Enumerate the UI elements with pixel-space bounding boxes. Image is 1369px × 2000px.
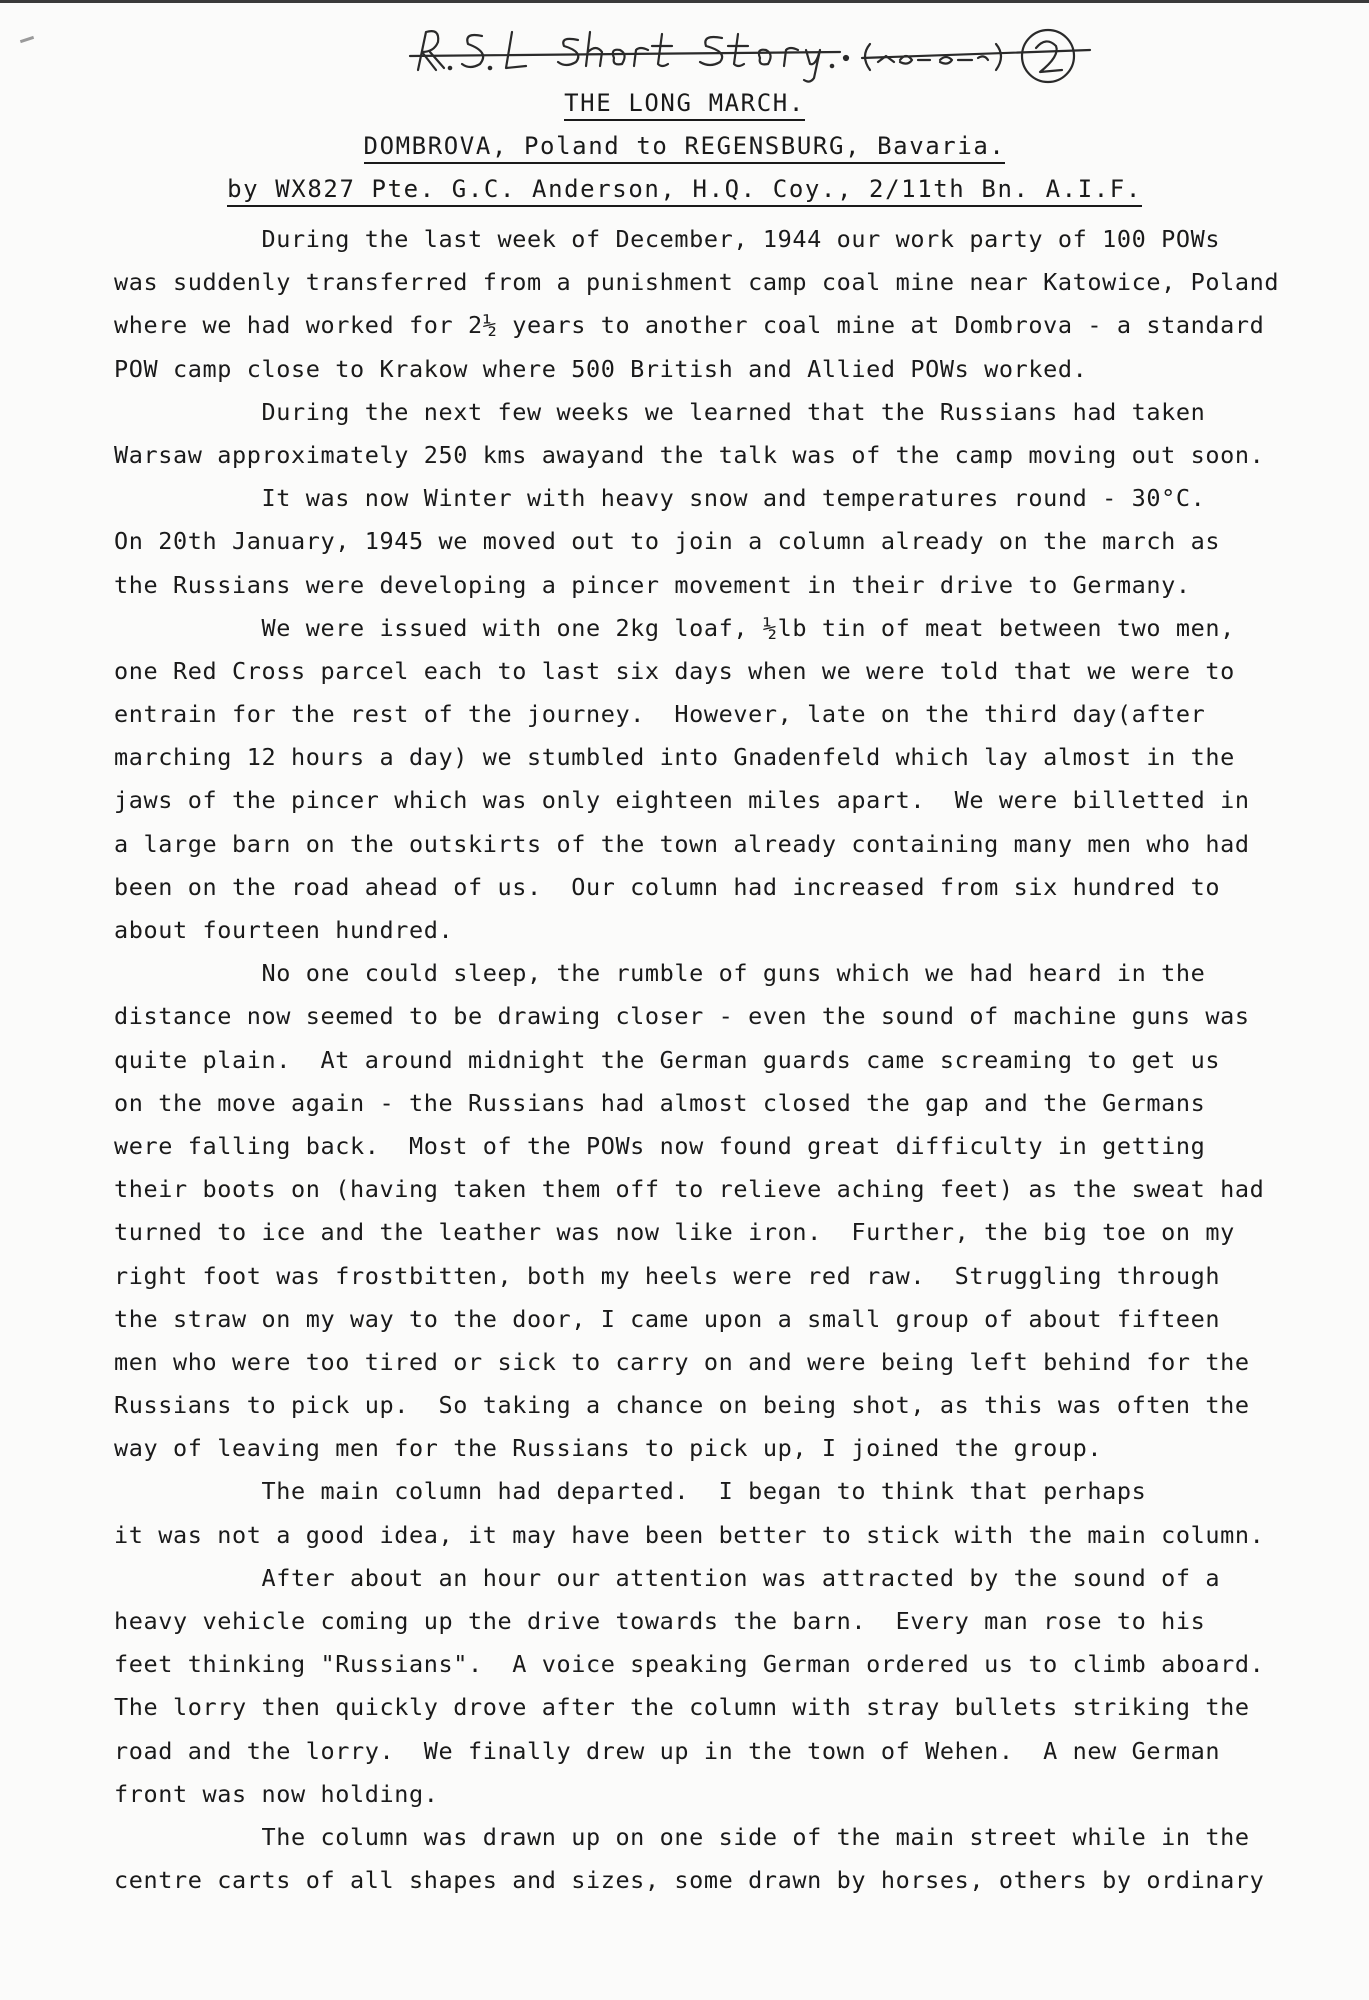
- author-byline: [0, 174, 1369, 207]
- text-line: POW camp close to Krakow where 500 British and Allied POWs worked.: [114, 354, 1088, 383]
- text-line: quite plain. At around midnight the German guards came screaming to get us: [114, 1045, 1221, 1074]
- text-line: way of leaving men for the Russians to pick up, I joined the group.: [114, 1434, 1103, 1463]
- text-line: After about an hour our attention was attracted by the sound of a: [114, 1563, 1221, 1592]
- text-line: road and the lorry. We finally drew up in the town of Wehen. A new German: [114, 1736, 1221, 1765]
- text-line: the straw on my way to the door, I came upon a small group of about fifteen: [114, 1304, 1221, 1333]
- text-line: front was now holding.: [114, 1779, 439, 1808]
- text-line: was suddenly transferred from a punishment camp coal mine near Katowice, Poland: [114, 268, 1280, 297]
- text-line: No one could sleep, the rumble of guns which we had heard in the: [114, 959, 1206, 988]
- handwritten-annotation: [400, 12, 1120, 97]
- text-line: men who were too tired or sick to carry on and were being left behind for the: [114, 1347, 1250, 1376]
- story-body: [114, 218, 1280, 1902]
- text-line: one Red Cross parcel each to last six days when we were told that we were to: [114, 656, 1235, 685]
- text-line: The lorry then quickly drove after the column with stray bullets striking the: [114, 1693, 1250, 1722]
- text-line: heavy vehicle coming up the drive towards the barn. Every man rose to his: [114, 1607, 1206, 1635]
- route-subtitle: [0, 131, 1369, 164]
- annotation-text: R.S.L. Short Story. (2): [400, 12, 414, 13]
- text-line: distance now seemed to be drawing closer - even the sound of machine guns was: [114, 1002, 1250, 1031]
- text-line: It was now Winter with heavy snow and temperatures round - 30°C.: [114, 484, 1206, 513]
- text-line: on the move again - the Russians had almost closed the gap and the Germans: [114, 1088, 1206, 1117]
- text-line: were falling back. Most of the POWs now found great difficulty in getting: [114, 1131, 1206, 1160]
- text-line: it was not a good idea, it may have been better to stick with the main column.: [114, 1520, 1265, 1549]
- text-line: marching 12 hours a day) we stumbled into Gnadenfeld which lay almost in the: [114, 743, 1235, 772]
- text-line: The main column had departed. I began to think that perhaps: [114, 1477, 1147, 1506]
- text-line: jaws of the pincer which was only eighteen miles apart. We were billetted in: [114, 786, 1250, 815]
- text-line: Warsaw approximately 250 kms awayand the talk was of the camp moving out soon.: [114, 440, 1265, 469]
- title-text: THE LONG MARCH.: [564, 88, 805, 121]
- text-line: Russians to pick up. So taking a chance on being shot, as this was often the: [114, 1391, 1250, 1420]
- text-line: about fourteen hundred.: [114, 916, 454, 944]
- text-line: feet thinking "Russians". A voice speaking German ordered us to climb aboard.: [114, 1650, 1265, 1679]
- text-line: been on the road ahead of us. Our column had increased from six hundred to: [114, 872, 1221, 901]
- text-line: centre carts of all shapes and sizes, some drawn by horses, others by ordinary: [114, 1866, 1265, 1895]
- text-line: the Russians were developing a pincer movement in their drive to Germany.: [114, 570, 1191, 599]
- text-line: We were issued with one 2kg loaf, ½lb tin of meat between two men,: [114, 613, 1235, 642]
- text-line: their boots on (having taken them off to relieve aching feet) as the sweat had: [114, 1175, 1265, 1204]
- text-line: During the next few weeks we learned that the Russians had taken: [114, 397, 1206, 426]
- text-line: entrain for the rest of the journey. However, late on the third day(after: [114, 700, 1206, 729]
- text-line: During the last week of December, 1944 our work party of 100 POWs: [114, 225, 1221, 253]
- top-border-line: [0, 0, 1369, 3]
- document-title: [0, 88, 1369, 121]
- text-line: On 20th January, 1945 we moved out to join a column already on the march as: [114, 527, 1221, 556]
- text-line: right foot was frostbitten, both my heels were red raw. Struggling through: [114, 1261, 1221, 1290]
- stray-pen-mark: [20, 36, 34, 43]
- text-line: turned to ice and the leather was now like iron. Further, the big toe on my: [114, 1218, 1235, 1247]
- text-line: The column was drawn up on one side of the main street while in the: [114, 1822, 1250, 1851]
- text-line: a large barn on the outskirts of the town already containing many men who had: [114, 829, 1250, 858]
- text-line: where we had worked for 2½ years to another coal mine at Dombrova - a standard: [114, 311, 1265, 340]
- route-text: DOMBROVA, Poland to REGENSBURG, Bavaria.: [364, 131, 1006, 164]
- byline-text: by WX827 Pte. G.C. Anderson, H.Q. Coy., 2/11th Bn. A.I.F.: [227, 174, 1142, 207]
